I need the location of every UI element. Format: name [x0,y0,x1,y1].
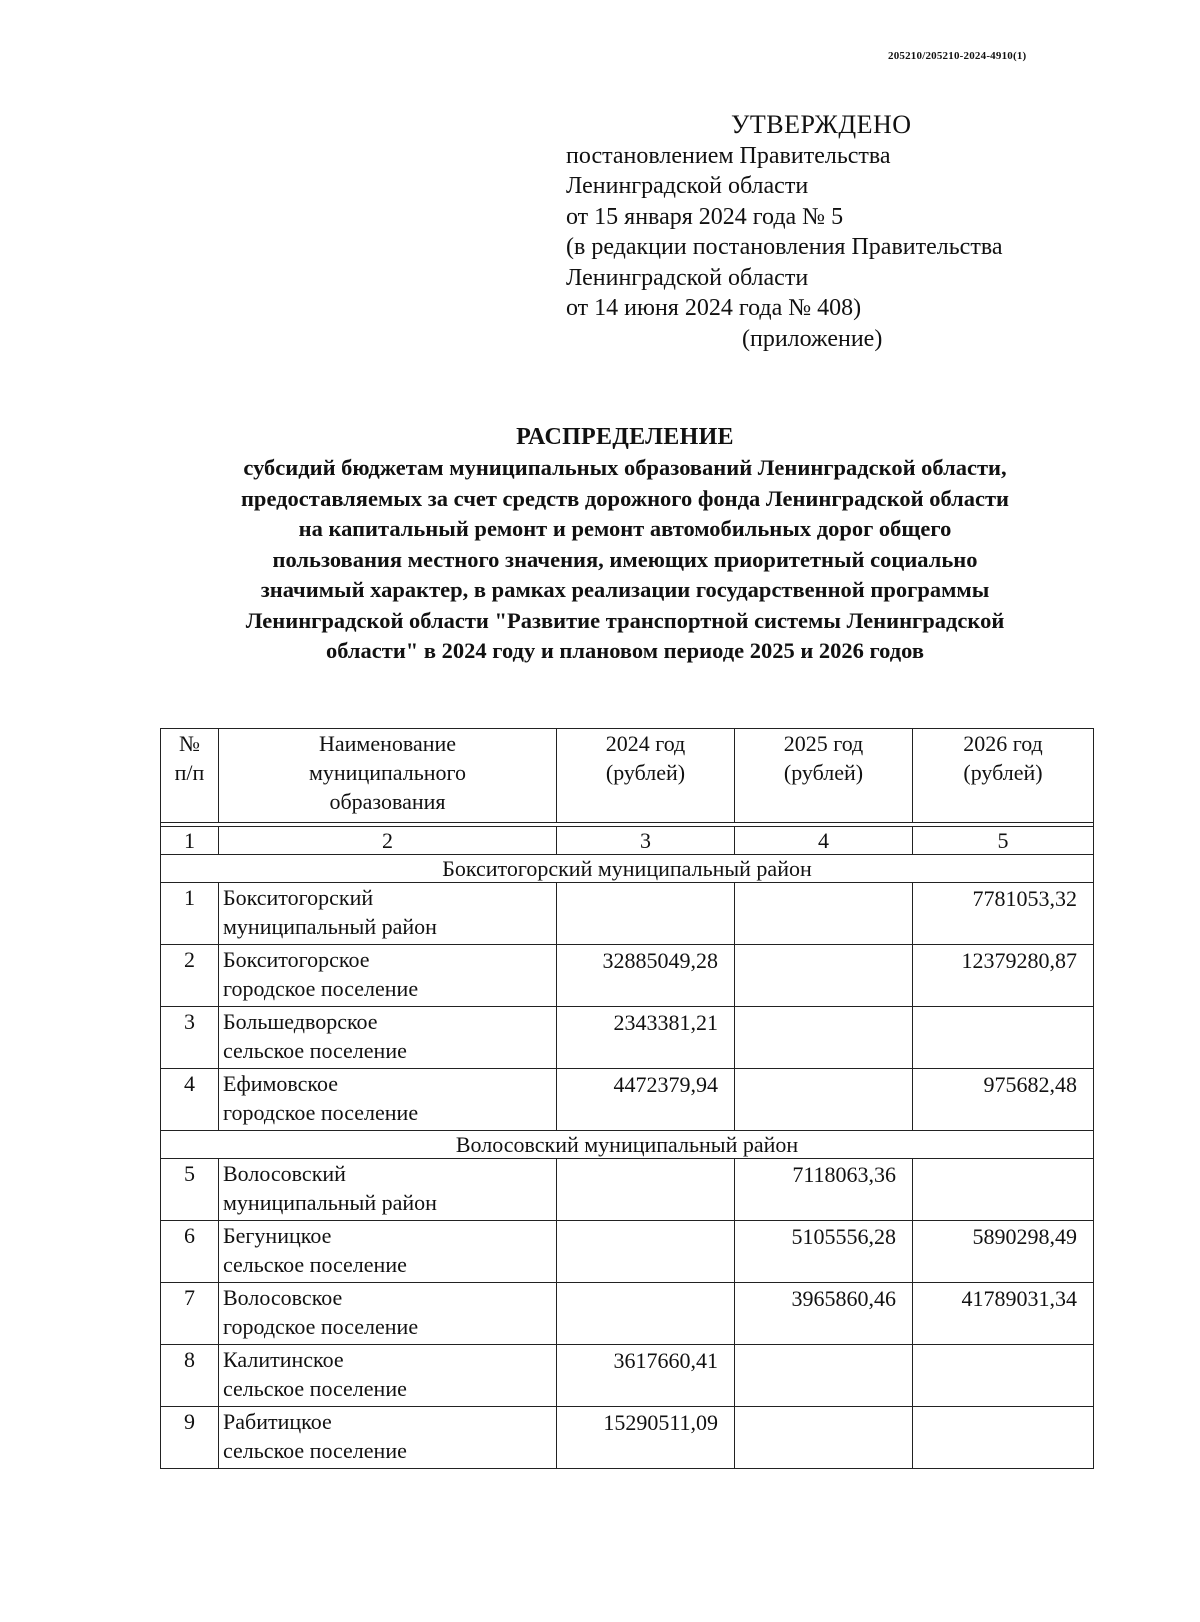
header-text: (рублей) [783,760,864,785]
amount-2026: 41789031,34 [913,1283,1094,1345]
header-text: образования [329,789,446,814]
district-row [161,855,1094,883]
table-row [161,1007,1094,1069]
municipality-name [219,1007,557,1069]
subsidy-table [160,728,1094,1469]
header-text: (рублей) [963,760,1043,785]
row-number: 6 [161,1221,219,1283]
amount-2025: 3965860,46 [735,1283,913,1345]
column-number: 2 [219,827,557,855]
municipality-name-line: Бокситогорский [223,885,374,910]
header-name [219,729,557,823]
amount-2026: 12379280,87 [913,945,1094,1007]
table-row [161,1159,1094,1221]
header-text: 2025 год [783,731,864,756]
amount-2026 [913,1159,1094,1221]
amount-2025 [735,1007,913,1069]
row-number: 5 [161,1159,219,1221]
table-row [161,1345,1094,1407]
amount-2024 [557,883,735,945]
amount-2024: 15290511,09 [557,1407,735,1469]
amount-2025 [735,1069,913,1131]
approval-line: (в редакции постановления Правительства [566,234,1003,260]
approval-appendix: (приложение) [742,325,883,352]
municipality-name [219,883,557,945]
column-number: 4 [735,827,913,855]
municipality-name-line: Бокситогорское [223,947,370,972]
column-number: 3 [557,827,735,855]
subtitle-line: на капитальный ремонт и ремонт автомобильных дорог общего [298,516,952,541]
municipality-name [219,1407,557,1469]
municipality-name-line: Бегуницкое [223,1223,332,1248]
subtitle-line: Ленинградской области "Развитие транспортной системы Ленинградской [245,607,1005,633]
approval-line: постановлением Правительства [566,142,891,169]
amount-2026 [913,1007,1094,1069]
approval-line: от 14 июня 2024 года № 408) [566,295,862,321]
header-number [161,729,219,823]
municipality-name-line: городское поселение [223,1314,419,1339]
header-text: 2026 год [963,731,1043,756]
header-2024 [557,729,735,823]
district-name: Бокситогорский муниципальный район [161,855,1094,883]
table-row [161,1283,1094,1345]
municipality-name [219,1159,557,1221]
row-number: 1 [161,883,219,945]
amount-2024 [557,1283,735,1345]
municipality-name-line: городское поселение [223,976,419,1001]
header-text: п/п [174,760,205,785]
approval-stamp [566,110,1126,354]
subtitle-line: значимый характер, в рамках реализации государственной программы [260,577,990,602]
municipality-name-line: Рабитицкое [223,1409,332,1434]
municipality-name-line: Ефимовское [223,1071,339,1096]
row-number: 2 [161,945,219,1007]
approval-heading: УТВЕРЖДЕНО [731,110,912,139]
row-number: 8 [161,1345,219,1407]
amount-2024 [557,1221,735,1283]
table-header-row [161,729,1094,823]
header-text: 2024 год [605,731,686,756]
municipality-name [219,1221,557,1283]
municipality-name-line: Большедворское [223,1009,378,1034]
amount-2024: 3617660,41 [557,1345,735,1407]
header-text: (рублей) [605,760,686,785]
amount-2025 [735,945,913,1007]
district-name: Волосовский муниципальный район [161,1131,1094,1159]
municipality-name-line: муниципальный район [223,914,437,939]
row-number: 9 [161,1407,219,1469]
row-number: 3 [161,1007,219,1069]
amount-2025 [735,1345,913,1407]
table-row [161,945,1094,1007]
approval-line: Ленинградской области [566,173,809,199]
amount-2024: 2343381,21 [557,1007,735,1069]
municipality-name-line: сельское поселение [223,1252,407,1277]
document-code: 205210/205210-2024-4910(1) [888,50,1027,62]
row-number: 7 [161,1283,219,1345]
amount-2025: 5105556,28 [735,1221,913,1283]
amount-2025: 7118063,36 [735,1159,913,1221]
table-row [161,883,1094,945]
amount-2026: 7781053,32 [913,883,1094,945]
table-row [161,1407,1094,1469]
municipality-name-line: сельское поселение [223,1376,407,1401]
header-text: № [179,731,200,756]
municipality-name [219,1345,557,1407]
municipality-name-line: Калитинское [223,1347,344,1372]
header-text: Наименование [318,731,457,756]
amount-2024: 4472379,94 [557,1069,735,1131]
header-text: муниципального [308,760,466,785]
table-row [161,1221,1094,1283]
district-row [161,1131,1094,1159]
amount-2026: 975682,48 [913,1069,1094,1131]
column-number: 5 [913,827,1094,855]
column-number-row [161,827,1094,855]
municipality-name [219,945,557,1007]
municipality-name-line: муниципальный район [223,1190,437,1215]
subtitle-line: пользования местного значения, имеющих приоритетный социально [272,546,978,572]
amount-2024: 32885049,28 [557,945,735,1007]
amount-2025 [735,883,913,945]
amount-2025 [735,1407,913,1469]
amount-2026 [913,1345,1094,1407]
subtitle-line: субсидий бюджетам муниципальных образований Ленинградской области, [243,455,1007,480]
approval-line: от 15 января 2024 года № 5 [566,203,844,230]
row-number: 4 [161,1069,219,1131]
subtitle-line: области" в 2024 году и плановом периоде 2025 и 2026 годов [325,638,925,663]
document-title: РАСПРЕДЕЛЕНИЕ [516,424,734,450]
header-2026 [913,729,1094,823]
header-2025 [735,729,913,823]
subtitle-line: предоставляемых за счет средств дорожного фонда Ленинградской области [240,485,1010,511]
municipality-name [219,1069,557,1131]
municipality-name-line: Волосовское [223,1285,343,1310]
municipality-name [219,1283,557,1345]
column-number: 1 [161,827,219,855]
district-group-boksitogorsk [161,883,1094,1131]
amount-2026 [913,1407,1094,1469]
amount-2026: 5890298,49 [913,1221,1094,1283]
municipality-name-line: городское поселение [223,1100,419,1125]
document-subtitle [0,453,1200,667]
district-group-volosovo [161,1159,1094,1469]
table-row [161,1069,1094,1131]
approval-line: Ленинградской области [566,264,809,291]
municipality-name-line: сельское поселение [223,1038,407,1063]
municipality-name-line: Волосовский [223,1161,346,1186]
amount-2024 [557,1159,735,1221]
municipality-name-line: сельское поселение [223,1438,407,1463]
document-title-block [0,421,1200,667]
